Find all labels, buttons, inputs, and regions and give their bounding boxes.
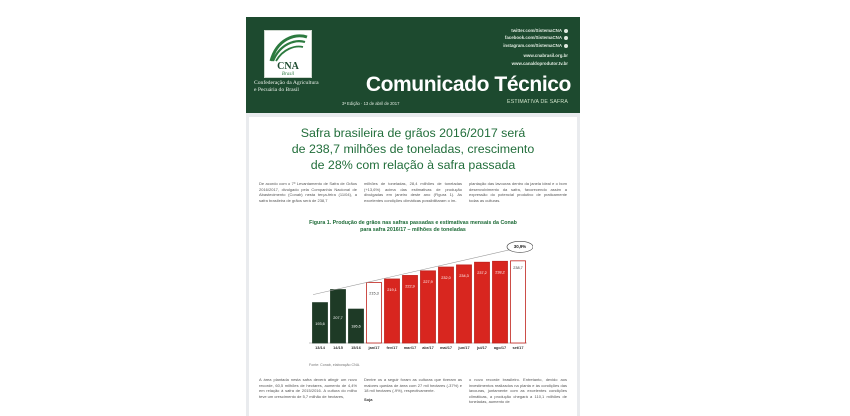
chart-category-label: abr/17 — [422, 345, 434, 350]
chart-category-label: fev/17 — [386, 345, 398, 350]
page-title: Comunicado Técnico — [365, 73, 571, 96]
chart-value-label: 227,9 — [423, 279, 433, 284]
intro-column-1: De acordo com o 7º Levantamento de Safra de Grãos 2016/2017, divulgado pela Companhia Nacional de Abastecimento (Conab) nesta terça-feira (11/04), a safra brasileira de grãos será de 238,7 — [259, 181, 357, 203]
chart-bar — [511, 261, 526, 343]
intro-column-3: plantação das lavouras dentro da janela ideal e o bom desenvolvimento da safra, favorecendo assim a expressão do potencial produtivo de praticamente todas as culturas. — [469, 181, 567, 203]
chart-value-label: 219,1 — [387, 287, 397, 292]
social-links — [503, 27, 568, 67]
body-column-2: Dentre os a seguir foram as culturas que tiveram as maiores quedas de área com 27 mil hectares (-37%) e 18 mil hectares (-9%), respectivamente. Soja — [364, 377, 462, 402]
logo-text: CNA — [277, 61, 299, 72]
logo-subtext: Brasil — [281, 72, 295, 77]
chart-category-label: 14/15 — [333, 345, 343, 350]
channel-link[interactable]: www.canaldoprodutor.tv.br — [511, 60, 568, 66]
chart-category-label: jul/17 — [477, 345, 487, 350]
chart-value-label: 215,3 — [369, 291, 379, 296]
chart-value-label: 237,2 — [477, 271, 487, 276]
edition-date: 3ª Edição · 13 de abril de 2017 — [342, 101, 400, 106]
instagram-link[interactable]: instagram.com/SistemaCNA — [503, 42, 568, 49]
chart-value-label: 193,6 — [315, 321, 325, 326]
content-area — [249, 117, 577, 416]
facebook-icon — [564, 36, 568, 40]
chart-value-label: 238,2 — [495, 270, 505, 275]
production-bar-chart — [293, 237, 533, 361]
body-column-3: o novo recorde brasileiro. Entretanto, devido aos investimentos realizados na planta e às condições das lavouras, juntamente com as excelentes condições climáticas, a produção chegará a 110,1 milhões de toneladas, aumento de — [469, 377, 567, 404]
figure-title: Figura 1. Produção de grãos nas safras passadas e estimativas mensais da Conab para safra 2016/17 – milhões de toneladas — [309, 220, 517, 233]
chart-value-label: 232,0 — [441, 276, 451, 281]
chart-value-label: 207,7 — [333, 315, 343, 320]
figure-source: Fonte: Conab, elaboração CNA. — [309, 363, 361, 367]
document-page — [246, 17, 580, 416]
section-subtitle: ESTIMATIVA DE SAFRA — [507, 99, 568, 105]
chart-value-label: 238,7 — [513, 265, 523, 270]
chart-category-label: set/17 — [512, 345, 524, 350]
headline: Safra brasileira de grãos 2016/2017 será de 238,7 milhões de toneladas, crescimento de 28% com relação à safra passada — [291, 126, 535, 173]
chart-category-label: 15/16 — [351, 345, 361, 350]
chart-category-label: jun/17 — [458, 345, 470, 350]
header-banner — [246, 17, 580, 113]
instagram-icon — [564, 44, 568, 48]
chart-category-label: mar/17 — [403, 345, 417, 350]
chart-value-label: 222,9 — [405, 284, 415, 289]
chart-category-label: jan/17 — [368, 345, 380, 350]
chart-category-label: mai/17 — [439, 345, 453, 350]
site-link[interactable]: www.cnabrasil.org.br — [523, 53, 568, 59]
chart-category-label: 13/14 — [315, 345, 325, 350]
twitter-icon — [564, 29, 568, 33]
twitter-link[interactable]: twitter.com/SistemaCNA — [503, 27, 568, 34]
chart-category-label: ago/17 — [493, 345, 507, 350]
growth-badge-label: 30,9% — [513, 244, 527, 250]
org-name: Confederação da Agricultura e Pecuária do Brasil — [254, 80, 319, 93]
chart-value-label: 186,6 — [351, 324, 361, 329]
intro-column-2: milhões de toneladas, 28,4 milhões de toneladas (+13,6%) acima das estimativas de produção divulgadas em janeiro deste ano (Figura 1). As excelentes condições climáticas possibilitaram o im- — [364, 181, 462, 203]
body-column-1: A área plantada nesta safra deverá atingir um novo recorde, 60,5 milhões de hectares, aumento de 4,4% em relação à safra de 2015/2016. A cultura do milho teve um crescimento de 5,7 milhão de hectares, — [259, 377, 357, 399]
chart-value-label: 234,3 — [459, 273, 469, 278]
cna-logo — [264, 30, 312, 78]
facebook-link[interactable]: facebook.com/SistemaCNA — [503, 34, 568, 41]
